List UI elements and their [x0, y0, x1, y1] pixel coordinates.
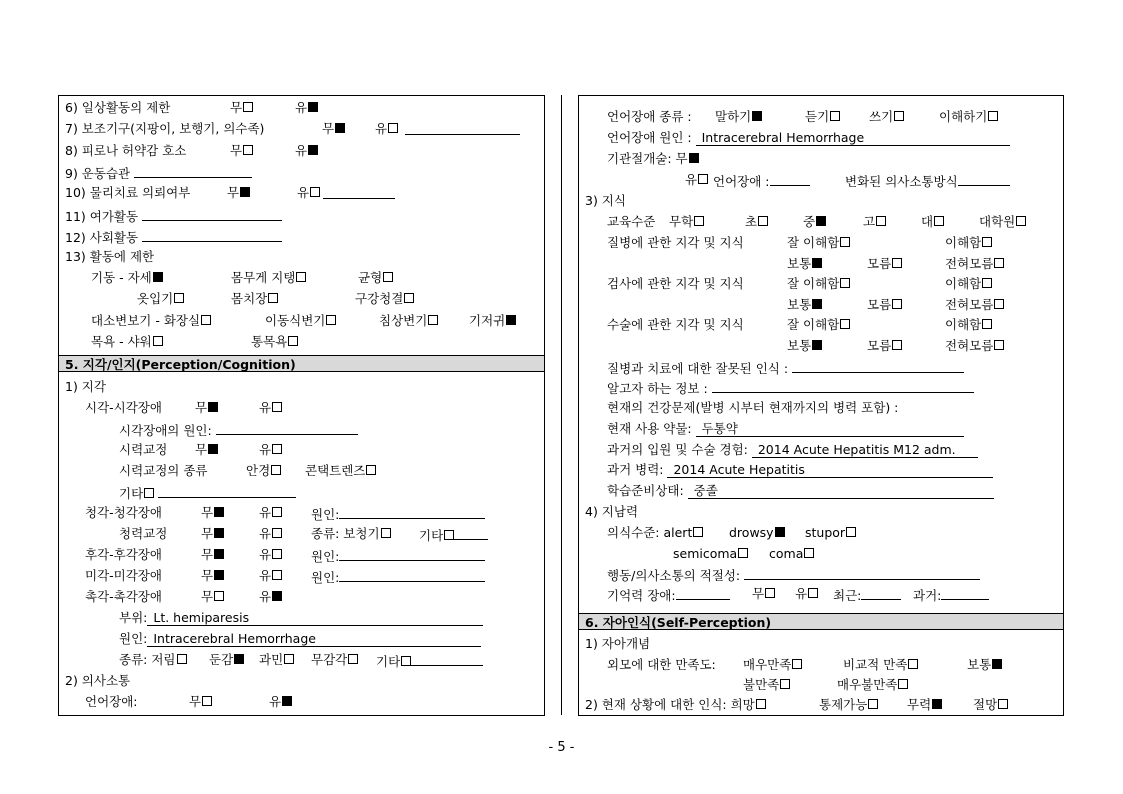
- checkbox[interactable]: [177, 654, 187, 664]
- checkbox-checked[interactable]: [308, 102, 318, 112]
- tracheostomy-row: 기관절개술: 무: [607, 151, 699, 167]
- test-knowledge-row-2: 보통 모름 전혀모름: [787, 297, 822, 313]
- checkbox[interactable]: [846, 527, 856, 537]
- checkbox[interactable]: [296, 272, 306, 282]
- speech-type-row: 언어장애 종류 : 말하기 듣기 쓰기 이해하기: [607, 109, 692, 125]
- dressing-row: 옷입기 몸치장 구강청결: [137, 291, 184, 307]
- checkbox[interactable]: [804, 548, 814, 558]
- checkbox[interactable]: [271, 465, 281, 475]
- blank-field[interactable]: [792, 359, 964, 373]
- touch-type-row: 종류: 저림 둔감 과민 무감각 기타: [119, 652, 187, 668]
- checkbox[interactable]: [892, 340, 902, 350]
- checkbox[interactable]: [830, 111, 840, 121]
- checkbox-checked[interactable]: [272, 591, 282, 601]
- checkbox[interactable]: [892, 299, 902, 309]
- option-none[interactable]: 무: [227, 185, 250, 201]
- filled-field[interactable]: 두통약: [696, 422, 964, 437]
- checkbox[interactable]: [348, 654, 358, 664]
- self-concept-heading: 1) 자아개념: [585, 636, 651, 651]
- checkbox-checked[interactable]: [992, 659, 1002, 669]
- checkbox[interactable]: [153, 336, 163, 346]
- checkbox[interactable]: [272, 402, 282, 412]
- blank-field[interactable]: [134, 164, 252, 178]
- disease-knowledge-row: 질병에 관한 지각 및 지식 잘 이해함 이해함: [607, 235, 744, 251]
- checkbox[interactable]: [876, 216, 886, 226]
- speech-disorder-row: 언어장애: 무 유: [85, 694, 138, 710]
- blank-field[interactable]: [216, 421, 358, 435]
- checkbox[interactable]: [738, 548, 748, 558]
- vision-correction-type-row: 시력교정의 종류 안경 콘택트렌즈: [119, 463, 208, 479]
- checkbox[interactable]: [272, 570, 282, 580]
- checkbox-checked[interactable]: [214, 549, 224, 559]
- taste-row: 미각-미각장애 무 유 원인:: [85, 568, 162, 584]
- checkbox[interactable]: [765, 588, 775, 598]
- learning-readiness-row: 학습준비상태: 중졸: [607, 483, 994, 499]
- surgery-knowledge-row: 수술에 관한 지각 및 지식 잘 이해함 이해함: [607, 317, 744, 333]
- checkbox[interactable]: [272, 507, 282, 517]
- checkbox[interactable]: [998, 699, 1008, 709]
- page-number: - 5 -: [548, 740, 575, 755]
- checkbox[interactable]: [144, 488, 154, 498]
- toileting-row: 대소변보기 - 화장실 이동식변기 침상변기 기저귀: [91, 313, 211, 329]
- checkbox[interactable]: [693, 527, 703, 537]
- misconception-row: 질병과 치료에 대한 잘못된 인식 :: [607, 359, 964, 375]
- blank-field[interactable]: [339, 547, 485, 561]
- checkbox[interactable]: [840, 319, 850, 329]
- social-row: [65, 228, 282, 244]
- checkbox-checked[interactable]: [812, 340, 822, 350]
- checkbox[interactable]: [756, 699, 766, 709]
- blank-field[interactable]: [142, 207, 282, 221]
- filled-field[interactable]: Intracerebral Hemorrhage: [696, 131, 1010, 146]
- daily-activity-limit-row: [65, 100, 308, 116]
- blank-field[interactable]: [676, 586, 730, 600]
- checkbox[interactable]: [288, 336, 298, 346]
- checkbox[interactable]: [381, 528, 391, 538]
- checkbox[interactable]: [982, 278, 992, 288]
- bathing-row: 목욕 - 샤워 통목욕: [91, 334, 163, 350]
- blank-field[interactable]: [454, 526, 488, 540]
- checkbox-checked[interactable]: [812, 299, 822, 309]
- checkbox-checked[interactable]: [153, 272, 163, 282]
- blank-field[interactable]: [411, 652, 483, 666]
- current-health-row: 현재의 건강문제(발병 시부터 현재까지의 병력 포함) :: [607, 400, 899, 415]
- checkbox-checked[interactable]: [775, 527, 785, 537]
- label: 7) 보조기구(지팡이, 보행기, 의수족): [65, 121, 265, 136]
- checkbox[interactable]: [444, 530, 454, 540]
- hearing-row: 청각-청각장애 무 유 원인:: [85, 505, 162, 521]
- checkbox[interactable]: [868, 699, 878, 709]
- blank-field[interactable]: [339, 505, 485, 519]
- checkbox[interactable]: [310, 187, 320, 197]
- checkbox[interactable]: [388, 123, 398, 133]
- consciousness-row: 의식수준: alert drowsy stupor: [607, 525, 703, 541]
- checkbox[interactable]: [243, 102, 253, 112]
- touch-row: 촉각-촉각장애 무 유: [85, 589, 162, 605]
- blank-field[interactable]: [405, 121, 520, 135]
- checkbox[interactable]: [780, 679, 790, 689]
- checkbox-checked[interactable]: [234, 654, 244, 664]
- communication-heading: 2) 의사소통: [65, 673, 131, 688]
- checkbox-checked[interactable]: [335, 123, 345, 133]
- checkbox[interactable]: [366, 465, 376, 475]
- checkbox[interactable]: [792, 659, 802, 669]
- checkbox[interactable]: [1016, 216, 1026, 226]
- checkbox[interactable]: [243, 145, 253, 155]
- checkbox[interactable]: [383, 272, 393, 282]
- checkbox[interactable]: [202, 696, 212, 706]
- checkbox[interactable]: [894, 111, 904, 121]
- blank-field[interactable]: [744, 566, 980, 580]
- checkbox-checked[interactable]: [208, 402, 218, 412]
- option-none[interactable]: 무: [230, 143, 253, 159]
- checkbox[interactable]: [214, 591, 224, 601]
- checkbox[interactable]: [908, 659, 918, 669]
- checkbox[interactable]: [982, 319, 992, 329]
- checkbox[interactable]: [284, 654, 294, 664]
- memory-row: 기억력 장애: 무 유 최근: 과거:: [607, 586, 730, 602]
- checkbox[interactable]: [982, 237, 992, 247]
- checkbox[interactable]: [272, 528, 282, 538]
- checkbox[interactable]: [994, 258, 1004, 268]
- checkbox[interactable]: [272, 549, 282, 559]
- label: 12) 사회활동: [65, 230, 139, 245]
- filled-field[interactable]: Intracerebral Hemorrhage: [147, 632, 481, 647]
- option-yes[interactable]: 유: [295, 143, 318, 159]
- option-yes[interactable]: 유: [295, 100, 318, 116]
- blank-field[interactable]: [861, 586, 901, 600]
- behavior-appropriateness-row: 행동/의사소통의 적절성:: [607, 566, 980, 582]
- info-wanted-row: 알고자 하는 정보 :: [607, 379, 974, 395]
- assistive-device-row: [65, 121, 388, 137]
- checkbox-checked[interactable]: [689, 153, 699, 163]
- checkbox[interactable]: [694, 216, 704, 226]
- hearing-correction-row: 청력교정 무 유 종류: 보청기 기타: [119, 526, 167, 542]
- past-history-row: 과거 병력: 2014 Acute Hepatitis: [607, 462, 993, 478]
- education-row: 교육수준 무학 초 중 고 대 대학원: [607, 214, 655, 230]
- orientation-heading: 4) 지남력: [585, 504, 639, 519]
- blank-field[interactable]: [339, 568, 485, 582]
- checkbox[interactable]: [401, 656, 411, 666]
- right-panel: [578, 95, 1064, 716]
- mobility-row: 기동 - 자세 몸무게 지탱 균형: [91, 270, 163, 286]
- past-admission-row: 과거의 입원 및 수술 경험: 2014 Acute Hepatitis M12 adm.: [607, 442, 978, 458]
- checkbox-checked[interactable]: [208, 444, 218, 454]
- leisure-row: [65, 207, 282, 223]
- label: 6) 일상활동의 제한: [65, 100, 171, 115]
- checkbox[interactable]: [840, 278, 850, 288]
- checkbox[interactable]: [994, 340, 1004, 350]
- appearance-satisfaction-row: 외모에 대한 만족도: 매우만족 비교적 만족 보통: [607, 657, 716, 673]
- activity-limit-heading: [65, 249, 154, 265]
- checkbox[interactable]: [326, 315, 336, 325]
- checkbox[interactable]: [934, 216, 944, 226]
- exercise-habit-row: [65, 164, 252, 180]
- filled-field[interactable]: 중졸: [688, 484, 994, 499]
- checkbox[interactable]: [840, 237, 850, 247]
- current-medication-row: 현재 사용 약물: 두통약: [607, 421, 964, 437]
- checkbox-checked[interactable]: [282, 696, 292, 706]
- label: 9) 운동습관: [65, 166, 131, 181]
- blank-field[interactable]: [142, 228, 282, 242]
- blank-field[interactable]: [958, 172, 1010, 186]
- vision-other-row: 기타: [119, 484, 296, 500]
- column-divider: [561, 95, 562, 715]
- blank-field[interactable]: [158, 484, 296, 498]
- vision-cause-row: 시각장애의 원인:: [119, 421, 358, 437]
- option-none[interactable]: 무: [230, 100, 253, 116]
- fatigue-row: [65, 143, 308, 159]
- tracheostomy-yes-row: 유 언어장애 : 변화된 의사소통방식: [685, 172, 708, 188]
- checkbox-checked[interactable]: [214, 528, 224, 538]
- checkbox-checked[interactable]: [932, 699, 942, 709]
- option-none[interactable]: 무: [322, 121, 345, 137]
- test-knowledge-row: 검사에 관한 지각 및 지식 잘 이해함 이해함: [607, 276, 744, 292]
- filled-field[interactable]: 2014 Acute Hepatitis M12 adm.: [752, 443, 978, 458]
- checkbox-checked[interactable]: [214, 507, 224, 517]
- checkbox[interactable]: [808, 588, 818, 598]
- label: 10) 물리치료 의뢰여부: [65, 185, 191, 200]
- checkbox[interactable]: [988, 111, 998, 121]
- checkbox-checked[interactable]: [506, 315, 516, 325]
- checkbox[interactable]: [758, 216, 768, 226]
- checkbox-checked[interactable]: [816, 216, 826, 226]
- checkbox-checked[interactable]: [752, 111, 762, 121]
- checkbox[interactable]: [272, 444, 282, 454]
- vision-correction-row: 시력교정 무 유: [119, 442, 167, 458]
- blank-field[interactable]: [323, 185, 395, 199]
- checkbox[interactable]: [698, 174, 708, 184]
- checkbox-checked[interactable]: [214, 570, 224, 580]
- label: 8) 피로나 허약감 호소: [65, 143, 187, 158]
- speech-cause-row: 언어장애 원인 : Intracerebral Hemorrhage: [607, 130, 1010, 146]
- touch-site-row: 부위: Lt. hemiparesis: [119, 610, 483, 626]
- option-yes[interactable]: 유: [375, 121, 398, 137]
- checkbox[interactable]: [201, 315, 211, 325]
- checkbox[interactable]: [994, 299, 1004, 309]
- smell-row: 후각-후각장애 무 유 원인:: [85, 547, 162, 563]
- left-panel: [58, 95, 545, 716]
- filled-field[interactable]: Lt. hemiparesis: [147, 611, 483, 626]
- vision-row: 시각-시각장애 무 유: [85, 400, 162, 416]
- checkbox[interactable]: [892, 258, 902, 268]
- disease-knowledge-row-2: 보통 모름 전혀모름: [787, 256, 822, 272]
- checkbox[interactable]: [898, 679, 908, 689]
- knowledge-heading: 3) 지식: [585, 193, 626, 208]
- label: 13) 활동에 제한: [65, 249, 155, 264]
- surgery-knowledge-row-2: 보통 모름 전혀모름: [787, 338, 822, 354]
- touch-cause-row: 원인: Intracerebral Hemorrhage: [119, 631, 481, 647]
- pt-referral-row: [65, 185, 310, 201]
- consciousness-row-2: semicoma coma: [673, 546, 748, 562]
- checkbox[interactable]: [428, 315, 438, 325]
- perception-heading: 1) 지각: [65, 379, 106, 394]
- checkbox-checked[interactable]: [308, 145, 318, 155]
- blank-field[interactable]: [712, 379, 974, 393]
- checkbox-checked[interactable]: [240, 187, 250, 197]
- appearance-satisfaction-row-2: 불만족 매우불만족: [743, 677, 790, 693]
- blank-field[interactable]: [941, 586, 989, 600]
- blank-field[interactable]: [770, 172, 810, 186]
- checkbox[interactable]: [268, 293, 278, 303]
- section-header-self-perception: 6. 자아인식(Self-Perception): [579, 613, 1063, 630]
- label: 11) 여가활동: [65, 209, 139, 224]
- situation-perception-row: 2) 현재 상황에 대한 인식: 희망 통제가능 무력 절망: [585, 697, 766, 713]
- checkbox[interactable]: [174, 293, 184, 303]
- option-yes[interactable]: 유: [297, 185, 320, 201]
- section-header-perception: 5. 지각/인지(Perception/Cognition): [59, 355, 544, 372]
- checkbox-checked[interactable]: [812, 258, 822, 268]
- filled-field[interactable]: 2014 Acute Hepatitis: [667, 463, 993, 478]
- checkbox[interactable]: [404, 293, 414, 303]
